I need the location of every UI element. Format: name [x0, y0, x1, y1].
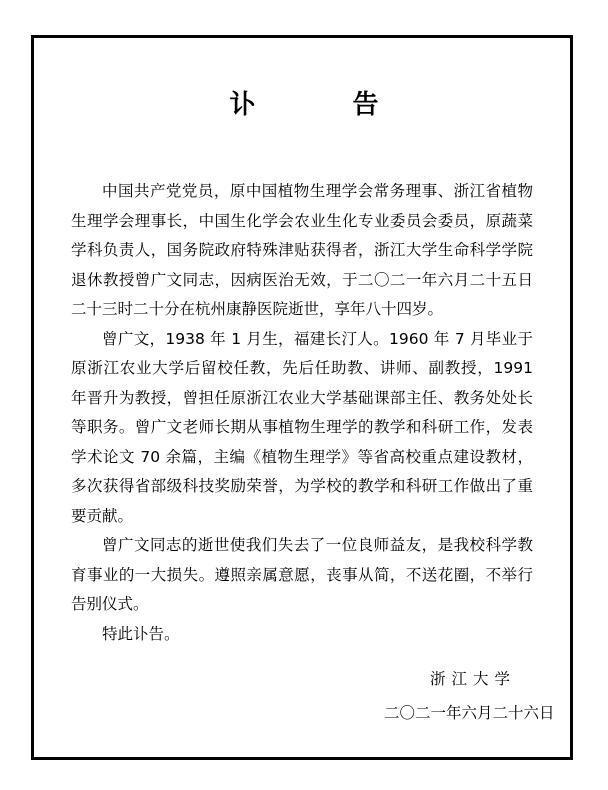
paragraph-funeral-arrangements: 曾广文同志的逝世使我们失去了一位良师益友，是我校科学教育事业的一大损失。遵照亲属意愿，丧事从简，不送花圈，不举行告别仪式。 [71, 536, 533, 613]
paragraph-closing: 特此讣告。 [102, 624, 180, 643]
notice-body [71, 177, 533, 649]
paragraph-biography: 曾广文，1938 年 1 月生，福建长汀人。1960 年 7 月毕业于原浙江农业大学后留校任教，先后任助教、讲师、副教授，1991 年晋升为教授，曾担任原浙江农业大学基础课部主任、教务处处长等职务。曾广文老师长期从事植物生理学的教学和科研工作，发表学术论文 70 余篇，主编《植物生理学》等省高校重点建设教材，多次获得省部级科技奖励荣誉，为学校的教学和科研工作做出了重要贡献。 [71, 329, 533, 525]
signature-organization: 浙江大学 [430, 670, 517, 688]
signature-date: 二〇二一年六月二十六日 [384, 704, 555, 722]
paragraph-announcement: 中国共产党党员，原中国植物生理学会常务理事、浙江省植物生理学会理事长，中国生化学会农业生化专业委员会委员，原蔬菜学科负责人，国务院政府特殊津贴获得者，浙江大学生命科学学院退休教授曾广文同志，因病医治无效，于二〇二一年六月二十五日二十三时二十分在杭州康静医院逝世，享年八十四岁。 [71, 182, 533, 318]
notice-title: 讣 告 [229, 90, 423, 120]
